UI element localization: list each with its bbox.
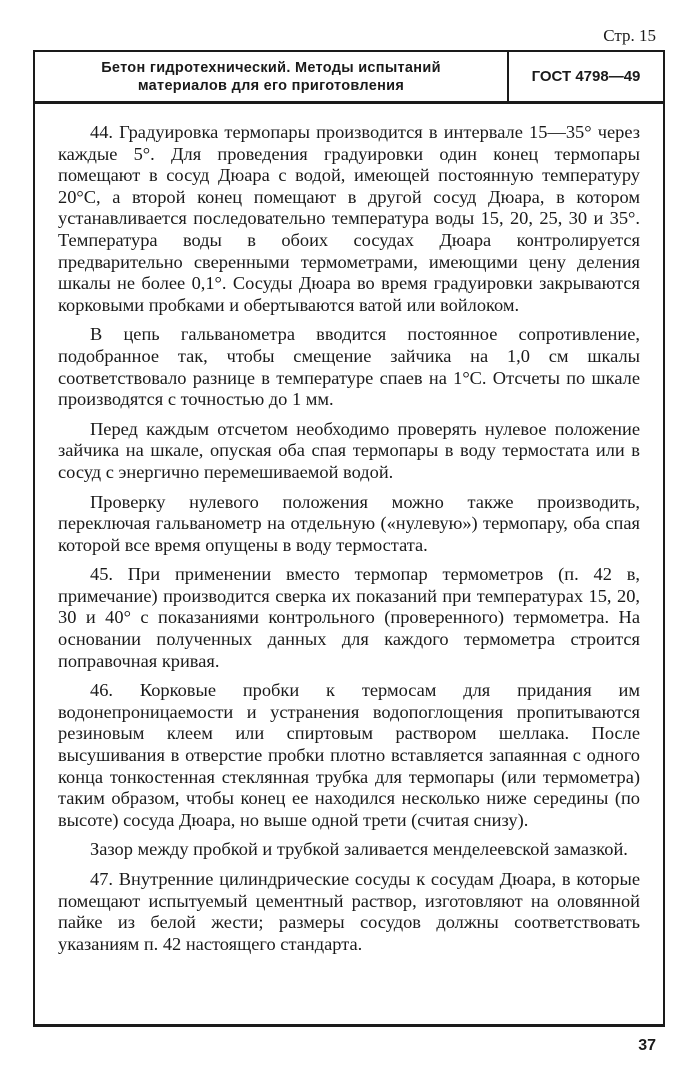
paragraph-47: 47. Внутренние цилиндрические сосуды к сосудам Дюара, в которые помещают испытуемый цементный раствор, изготовляют на оловянной пайке из белой жести; размеры сосудов должны соответствовать указаниям п. 42 настоящего стандарта. xyxy=(58,869,640,954)
header-title-line-2: материалов для его приготовления xyxy=(137,77,405,94)
paragraph-zero-check: Перед каждым отсчетом необходимо проверять нулевое положение зайчика на шкале, опуская оба спая термопары в воду термостата или в сосуд с энергично перемешиваемой водой. xyxy=(58,418,640,482)
frame-left-border xyxy=(33,104,35,1026)
document-body xyxy=(58,122,640,963)
paragraph-46: 46. Корковые пробки к термосам для придания им водонепроницаемости и устранения водопоглощения пропитываются резиновым клеем или спиртовым раствором шеллака. После высушивания в отверстие пробки плотно вставляется запаянная с одного конца тонкостенная стеклянная трубка для термопары (или термометра) таким образом, чтобы конец ее находился несколько ниже середины (по высоте) сосуда Дюара, но выше одной трети (считая снизу). xyxy=(58,680,640,830)
header-title xyxy=(35,52,509,101)
frame-bottom-border xyxy=(33,1024,665,1027)
paragraph-44: 44. Градуировка термопары производится в интервале 15—35° через каждые 5°. Для проведения градуировки один конец термопары помещают в сосуд Дюара с водой, имеющей постоянную температуру 20°С, а второй конец помещают в другой сосуд Дюара, в котором устанавливается последовательно температура воды 15, 20, 25, 30 и 35°. Температура воды в обоих сосудах Дюара контролируется предварительно сверенными термометрами, имеющими цену деления шкалы не более 0,1°. Сосуды Дюара во время градуировки закрываются корковыми пробками и обертываются ватой или войлоком. xyxy=(58,122,640,315)
page-label: Стр. 15 xyxy=(603,26,656,45)
standard-code: ГОСТ 4798—49 xyxy=(531,68,641,85)
paragraph-galvanometer: В цепь гальванометра вводится постоянное сопротивление, подобранное так, чтобы смещение зайчика на 1,0 см шкалы соответствовало разнице в температуре спаев на 1°С. Отсчеты по шкале производятся с точностью до 1 мм. xyxy=(58,324,640,410)
paragraph-zero-switch: Проверку нулевого положения можно также производить, переключая гальванометр на отдельную («нулевую») термопару, оба спая которой все время опущены в воду термостата. xyxy=(58,491,640,555)
page-number: 37 xyxy=(638,1037,656,1054)
paragraph-gap-putty: Зазор между пробкой и трубкой заливается менделеевской замазкой. xyxy=(90,839,628,860)
header-title-line-1: Бетон гидротехнический. Методы испытаний xyxy=(101,59,441,76)
paragraph-45: 45. При применении вместо термопар термометров (п. 42 в, примечание) производится сверка их показаний при температурах 15, 20, 30 и 40° с показаниями контрольного (проверенного) термометра. На основании полученных данных для каждого термометра строится поправочная кривая. xyxy=(58,564,640,671)
frame-right-border xyxy=(663,104,665,1026)
document-header xyxy=(33,50,665,104)
